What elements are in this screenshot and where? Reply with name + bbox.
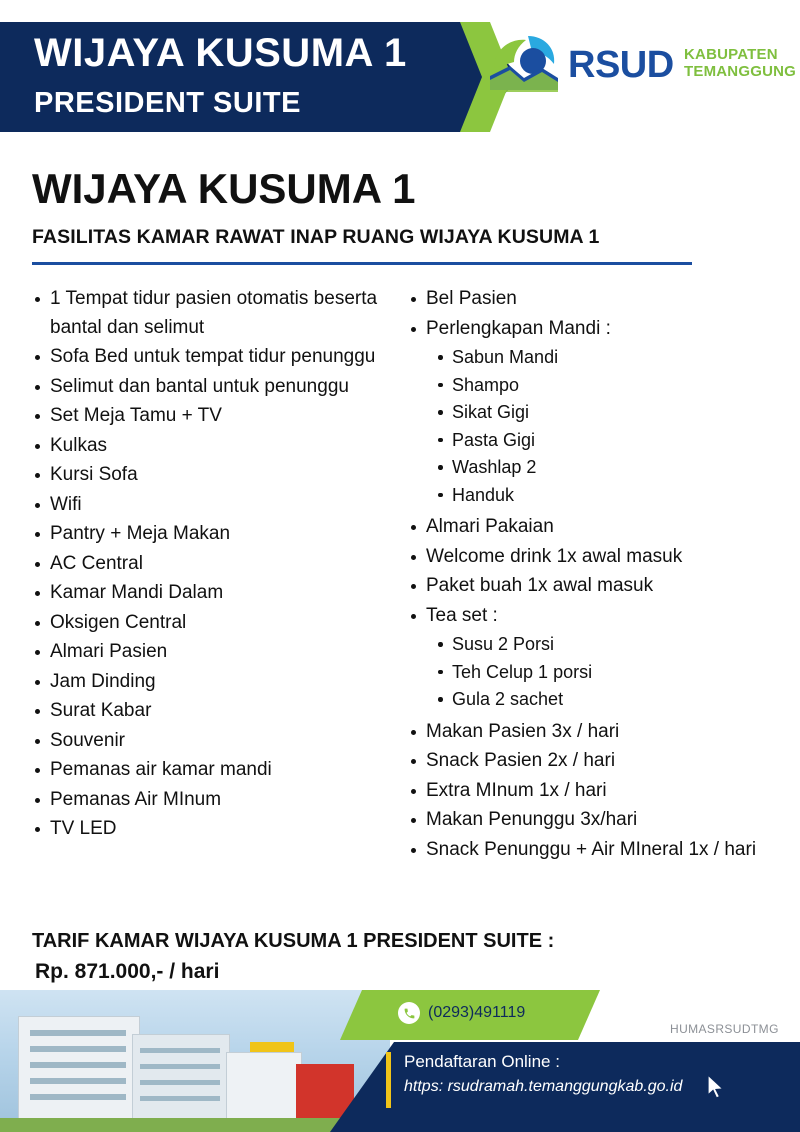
- facility-item: Welcome drink 1x awal masuk: [402, 543, 784, 572]
- tariff-value: Rp. 871.000,- / hari: [35, 960, 220, 983]
- facility-item: Wifi: [26, 491, 396, 520]
- header-title-secondary: PRESIDENT SUITE: [34, 87, 301, 119]
- photo-window-row: [140, 1080, 220, 1085]
- facility-item: Perlengkapan Mandi :: [402, 315, 784, 344]
- photo-window-row: [30, 1094, 126, 1100]
- watermark: HUMASRSUDTMG: [670, 1022, 779, 1036]
- facility-subitem: Handuk: [402, 482, 784, 510]
- registration-label: Pendaftaran Online :: [404, 1052, 560, 1071]
- facility-item: TV LED: [26, 815, 396, 844]
- photo-window-row: [30, 1046, 126, 1052]
- facility-item: Extra MInum 1x / hari: [402, 777, 784, 806]
- facility-item: Snack Pasien 2x / hari: [402, 747, 784, 776]
- facility-item: Tea set :: [402, 602, 784, 631]
- header-title-primary: WIJAYA KUSUMA 1: [34, 31, 407, 75]
- tariff-label: TARIF KAMAR WIJAYA KUSUMA 1 PRESIDENT SUITE :: [32, 930, 555, 952]
- facility-item: Kamar Mandi Dalam: [26, 579, 396, 608]
- facility-subitem: Pasta Gigi: [402, 427, 784, 455]
- facility-item: Souvenir: [26, 727, 396, 756]
- cursor-arrow-icon: [706, 1074, 726, 1100]
- photo-window-row: [140, 1096, 220, 1101]
- facility-item: Almari Pasien: [26, 638, 396, 667]
- phone-icon: [398, 1002, 420, 1024]
- facility-item: Set Meja Tamu + TV: [26, 402, 396, 431]
- hospital-photo: [0, 990, 390, 1132]
- registration-url[interactable]: https: rsudramah.temanggungkab.go.id: [404, 1078, 683, 1095]
- title-divider: [32, 262, 692, 265]
- facility-subitem: Gula 2 sachet: [402, 686, 784, 714]
- phone-number: (0293)491119: [428, 1004, 526, 1021]
- logo-text-rsud: RSUD: [568, 44, 674, 86]
- facility-subitems: [402, 344, 784, 509]
- footer: [0, 990, 800, 1132]
- facility-item: Makan Pasien 3x / hari: [402, 718, 784, 747]
- photo-window-row: [140, 1064, 220, 1069]
- facility-item: Almari Pakaian: [402, 513, 784, 542]
- facility-subitem: Washlap 2: [402, 454, 784, 482]
- facility-subitem: Teh Celup 1 porsi: [402, 659, 784, 687]
- page-subtitle: FASILITAS KAMAR RAWAT INAP RUANG WIJAYA KUSUMA 1: [32, 226, 600, 248]
- logo-text-region-line1: KABUPATEN: [684, 46, 778, 63]
- facility-item: Snack Penunggu + Air MIneral 1x / hari: [402, 836, 784, 865]
- facility-item: Surat Kabar: [26, 697, 396, 726]
- facility-subitems: [402, 631, 784, 714]
- hospital-logo: [484, 28, 796, 108]
- facility-item: Bel Pasien: [402, 285, 784, 314]
- facility-items-left: [26, 285, 396, 844]
- rsud-logo-icon: [484, 28, 562, 100]
- facility-list-left: [26, 285, 396, 845]
- header: [0, 0, 800, 140]
- facility-item: Jam Dinding: [26, 668, 396, 697]
- facility-list-right: [402, 285, 784, 865]
- logo-text-region: [684, 46, 796, 80]
- facility-subitem: Sikat Gigi: [402, 399, 784, 427]
- facility-item: Kursi Sofa: [26, 461, 396, 490]
- facility-item: Sofa Bed untuk tempat tidur penunggu: [26, 343, 396, 372]
- facility-item: Pemanas Air MInum: [26, 786, 396, 815]
- photo-window-row: [30, 1030, 126, 1036]
- photo-window-row: [30, 1078, 126, 1084]
- facility-item: Kulkas: [26, 432, 396, 461]
- facility-item: Pantry + Meja Makan: [26, 520, 396, 549]
- facility-item: Selimut dan bantal untuk penunggu: [26, 373, 396, 402]
- photo-window-row: [140, 1048, 220, 1053]
- facility-item: 1 Tempat tidur pasien otomatis beserta bantal dan selimut: [26, 285, 396, 342]
- registration-accent-bar: [386, 1052, 391, 1108]
- photo-window-row: [30, 1062, 126, 1068]
- facility-items-right: [402, 285, 784, 864]
- facility-subitem: Susu 2 Porsi: [402, 631, 784, 659]
- facility-item: Paket buah 1x awal masuk: [402, 572, 784, 601]
- facility-item: Pemanas air kamar mandi: [26, 756, 396, 785]
- phone-contact[interactable]: [398, 1002, 525, 1024]
- facility-item: Makan Penunggu 3x/hari: [402, 806, 784, 835]
- facility-item: Oksigen Central: [26, 609, 396, 638]
- facility-subitem: Sabun Mandi: [402, 344, 784, 372]
- facility-item: AC Central: [26, 550, 396, 579]
- facility-subitem: Shampo: [402, 372, 784, 400]
- logo-text-region-line2: TEMANGGUNG: [684, 63, 796, 80]
- page-title: WIJAYA KUSUMA 1: [32, 165, 416, 212]
